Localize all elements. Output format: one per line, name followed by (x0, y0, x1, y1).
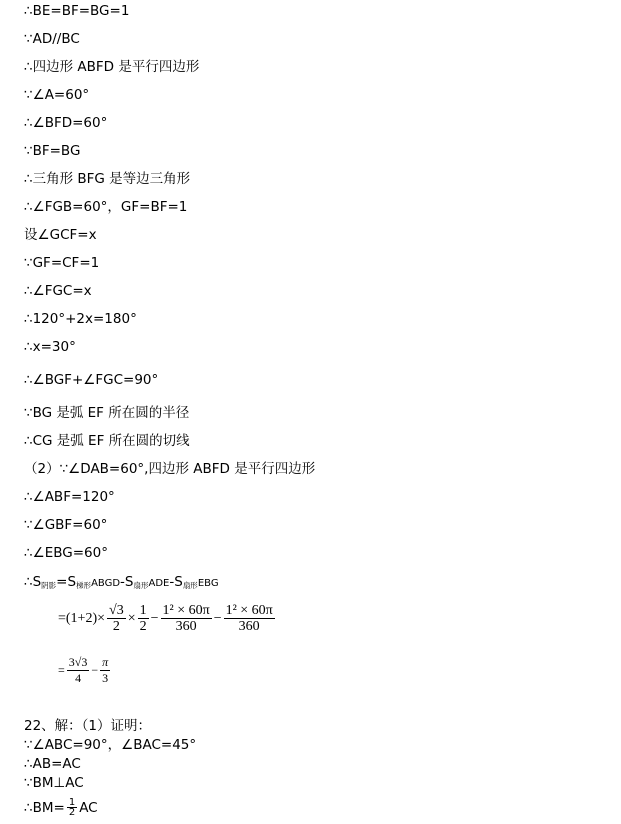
fraction-sector-area-1: $\frac{\text{1² × 60π}}{360}$ (162, 603, 210, 634)
fraction-sqrt3-over-2: $\frac{√3}{2}$ (109, 603, 124, 634)
formula1-minus-2: − (213, 610, 222, 626)
area-eq: =S (56, 574, 77, 590)
fraction-half: $\frac{1}{2}$ (68, 797, 76, 818)
proof-line-4: ∵∠A=60° (24, 87, 90, 103)
proof-line-3: ∴四边形 ABFD 是平行四边形 (24, 59, 200, 75)
proof-line-14: ∴∠BGF+∠FGC=90° (24, 372, 159, 388)
proof-line-9: 设∠GCF=x (24, 227, 97, 243)
area-part-ade: ADE (148, 578, 170, 589)
formula1-lead: =(1+2)× (58, 610, 106, 626)
problem-22-line-4 (24, 798, 98, 817)
area-minus-1: -S (120, 574, 134, 590)
proof-line-7: ∴三角形 BFG 是等边三角形 (24, 171, 191, 187)
problem-22-line-3: ∵BM⊥AC (24, 775, 84, 791)
proof-line-20: ∴∠EBG=60° (24, 545, 108, 561)
proof-line-19: ∵∠GBF=60° (24, 517, 108, 533)
formula2-lead: = (58, 663, 65, 677)
bm-prefix: ∴BM= (24, 799, 65, 816)
bm-suffix: AC (79, 799, 98, 816)
formula1-minus-1: − (150, 610, 159, 626)
proof-line-1: ∴BE=BF=BG=1 (24, 3, 130, 19)
proof-line-15: ∵BG 是弧 EF 所在圆的半径 (24, 405, 190, 421)
proof-line-5: ∴∠BFD=60° (24, 115, 108, 131)
proof-line-17: （2）∵∠DAB=60°,四边形 ABFD 是平行四边形 (24, 461, 316, 477)
area-expression (24, 573, 219, 595)
fraction-1-over-2: $\frac{1}{2}$ (139, 603, 147, 634)
problem-22-line-2: ∴AB=AC (24, 756, 81, 772)
proof-line-8: ∴∠FGB=60°，GF=BF=1 (24, 199, 188, 215)
formula-result (58, 655, 112, 686)
proof-line-2: ∵AD//BC (24, 31, 80, 47)
area-minus-2: -S (169, 574, 183, 590)
fraction-pi-over-3: $\frac{\pi}{3}$ (102, 655, 109, 685)
area-sub-sector-2: 扇形 (182, 581, 198, 590)
proof-line-10: ∵GF=CF=1 (24, 255, 100, 271)
area-sub-trapezoid: 梯形 (76, 581, 92, 590)
proof-line-13: ∴x=30° (24, 339, 76, 355)
proof-line-18: ∴∠ABF=120° (24, 489, 115, 505)
formula-expansion (58, 603, 277, 634)
area-sub-sector-1: 扇形 (133, 581, 149, 590)
formula1-times: × (127, 610, 136, 626)
formula2-minus: − (91, 663, 99, 677)
problem-22-heading: 22、解：（1）证明： (24, 718, 152, 734)
proof-line-16: ∴CG 是弧 EF 所在圆的切线 (24, 433, 190, 449)
area-part-ebg: EBG (197, 578, 219, 589)
area-sub-shaded: 阴影 (41, 581, 57, 590)
problem-22-line-1: ∵∠ABC=90°，∠BAC=45° (24, 737, 197, 753)
proof-line-12: ∴120°+2x=180° (24, 311, 137, 327)
proof-line-6: ∵BF=BG (24, 143, 81, 159)
fraction-3sqrt3-over-4: $\frac{3√3}{4}$ (68, 655, 88, 685)
area-part-abgd: ABGD (91, 578, 121, 589)
fraction-sector-area-2: $\frac{\text{1² × 60π}}{360}$ (225, 603, 273, 634)
proof-line-11: ∴∠FGC=x (24, 283, 92, 299)
area-prefix: ∴S (24, 574, 42, 590)
